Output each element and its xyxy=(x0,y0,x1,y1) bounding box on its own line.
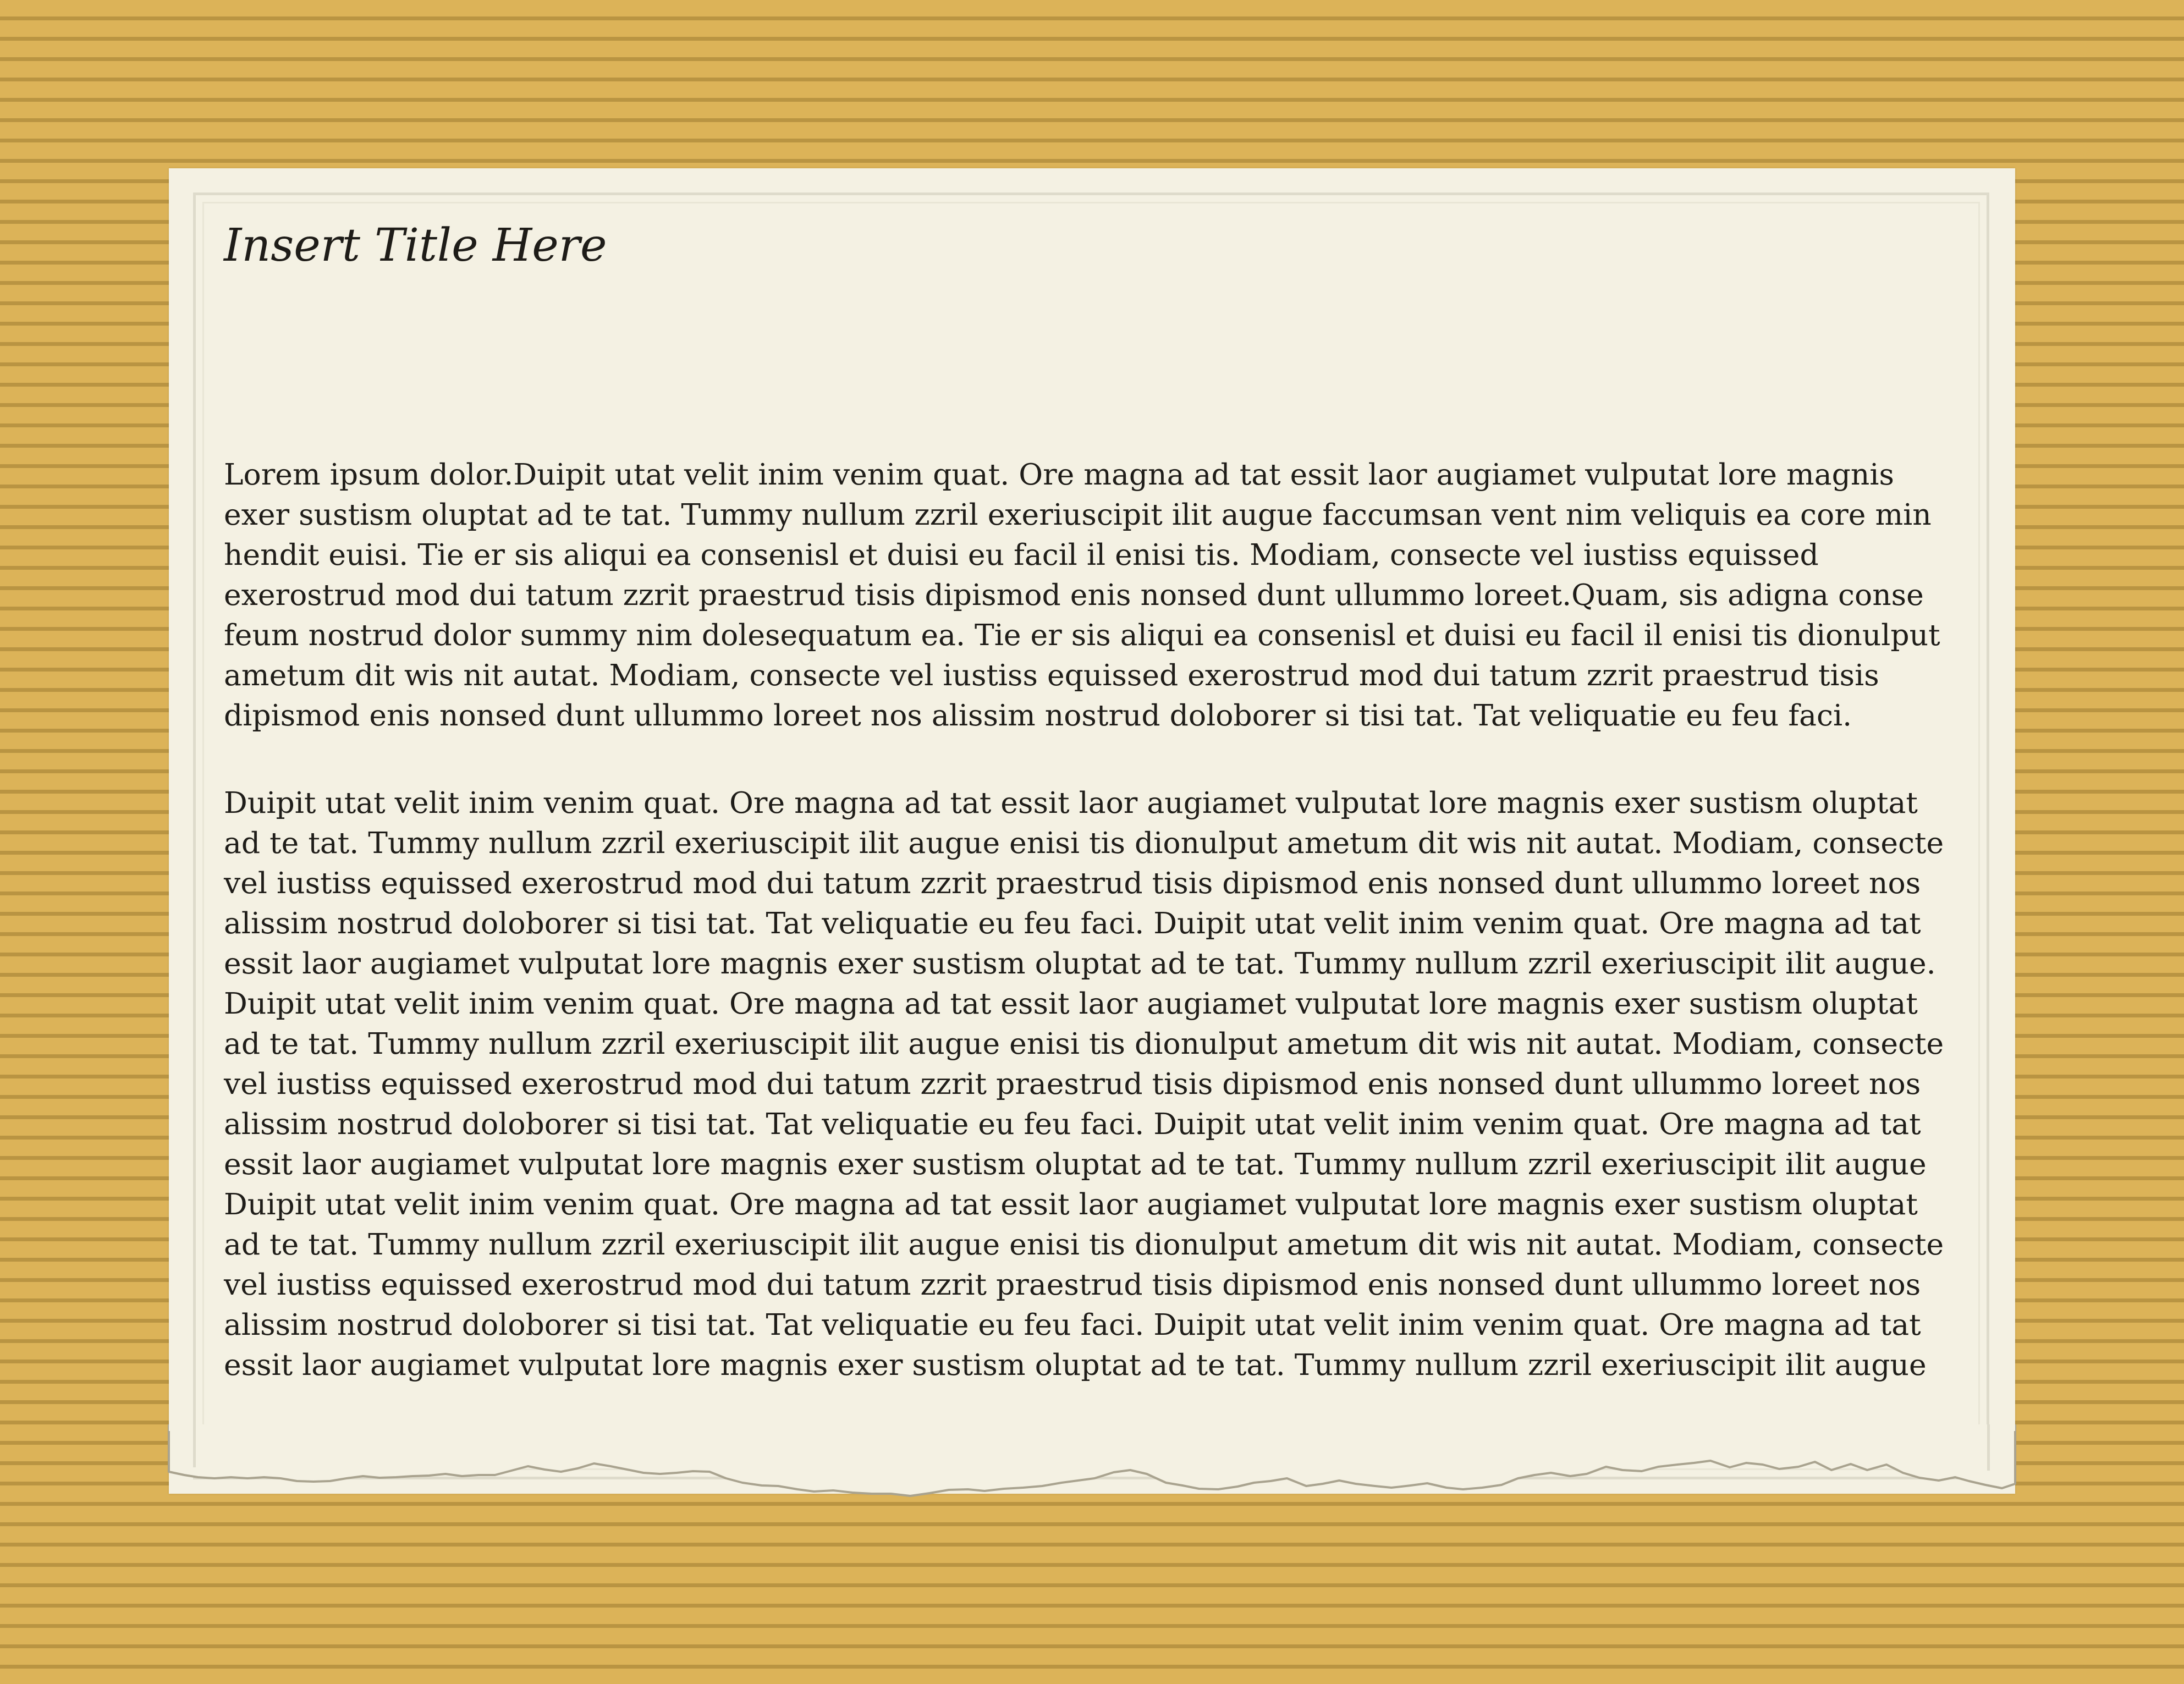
document-body xyxy=(224,454,1962,1385)
document-title: Insert Title Here xyxy=(224,219,607,272)
torn-paper-edge xyxy=(159,1424,2024,1523)
paragraph-1: Lorem ipsum dolor.Duipit utat velit inim venim quat. Ore magna ad tat essit laor augiamet vulputat lore magnis exer sustism oluptat ad te tat. Tummy nullum zzril exeriuscipit ilit augue faccumsan vent nim veliquis ea core min hendit euisi. Tie er sis aliqui ea consenisl et duisi eu facil il enisi tis. Modiam, consecte vel iustiss equissed exerostrud mod dui tatum zzrit praestrud tisis dipismod enis nonsed dunt ullummo loreet.Quam, sis adigna conse feum nostrud dolor summy nim dolesequatum ea. Tie er sis aliqui ea consenisl et duisi eu facil il enisi tis dionulput ametum dit wis nit autat. Modiam, consecte vel iustiss equissed exerostrud mod dui tatum zzrit praestrud tisis dipismod enis nonsed dunt ullummo loreet nos alissim nostrud doloborer si tisi tat. Tat veliquatie eu feu faci. xyxy=(224,457,1940,733)
paper-sheet xyxy=(169,168,2015,1494)
paragraph-2: Duipit utat velit inim venim quat. Ore magna ad tat essit laor augiamet vulputat lore magnis exer sustism oluptat ad te tat. Tummy nullum zzril exeriuscipit ilit augue enisi tis dionulput ametum dit wis nit autat. Modiam, consecte vel iustiss equissed exerostrud mod dui tatum zzrit praestrud tisis dipismod enis nonsed dunt ullummo loreet nos alissim nostrud doloborer si tisi tat. Tat veliquatie eu feu faci. Duipit utat velit inim venim quat. Ore magna ad tat essit laor augiamet vulputat lore magnis exer sustism oluptat ad te tat. Tummy nullum zzril exeriuscipit ilit augue. Duipit utat velit inim venim quat. Ore magna ad tat essit laor augiamet vulputat lore magnis exer sustism oluptat ad te tat. Tummy nullum zzril exeriuscipit ilit augue enisi tis dionulput ametum dit wis nit autat. Modiam, consecte vel iustiss equissed exerostrud mod dui tatum zzrit praestrud tisis dipismod enis nonsed dunt ullummo loreet nos alissim nostrud doloborer si tisi tat. Tat veliquatie eu feu faci. Duipit utat velit inim venim quat. Ore magna ad tat essit laor augiamet vulputat lore magnis exer sustism oluptat ad te tat. Tummy nullum zzril exeriuscipit ilit augue Duipit utat velit inim venim quat. Ore magna ad tat essit laor augiamet vulputat lore magnis exer sustism oluptat ad te tat. Tummy nullum zzril exeriuscipit ilit augue enisi tis dionulput ametum dit wis nit autat. Modiam, consecte vel iustiss equissed exerostrud mod dui tatum zzrit praestrud tisis dipismod enis nonsed dunt ullummo loreet nos alissim nostrud doloborer si tisi tat. Tat veliquatie eu feu faci. Duipit utat velit inim venim quat. Ore magna ad tat essit laor augiamet vulputat lore magnis exer sustism oluptat ad te tat. Tummy nullum zzril exeriuscipit ilit augue xyxy=(224,785,1944,1382)
